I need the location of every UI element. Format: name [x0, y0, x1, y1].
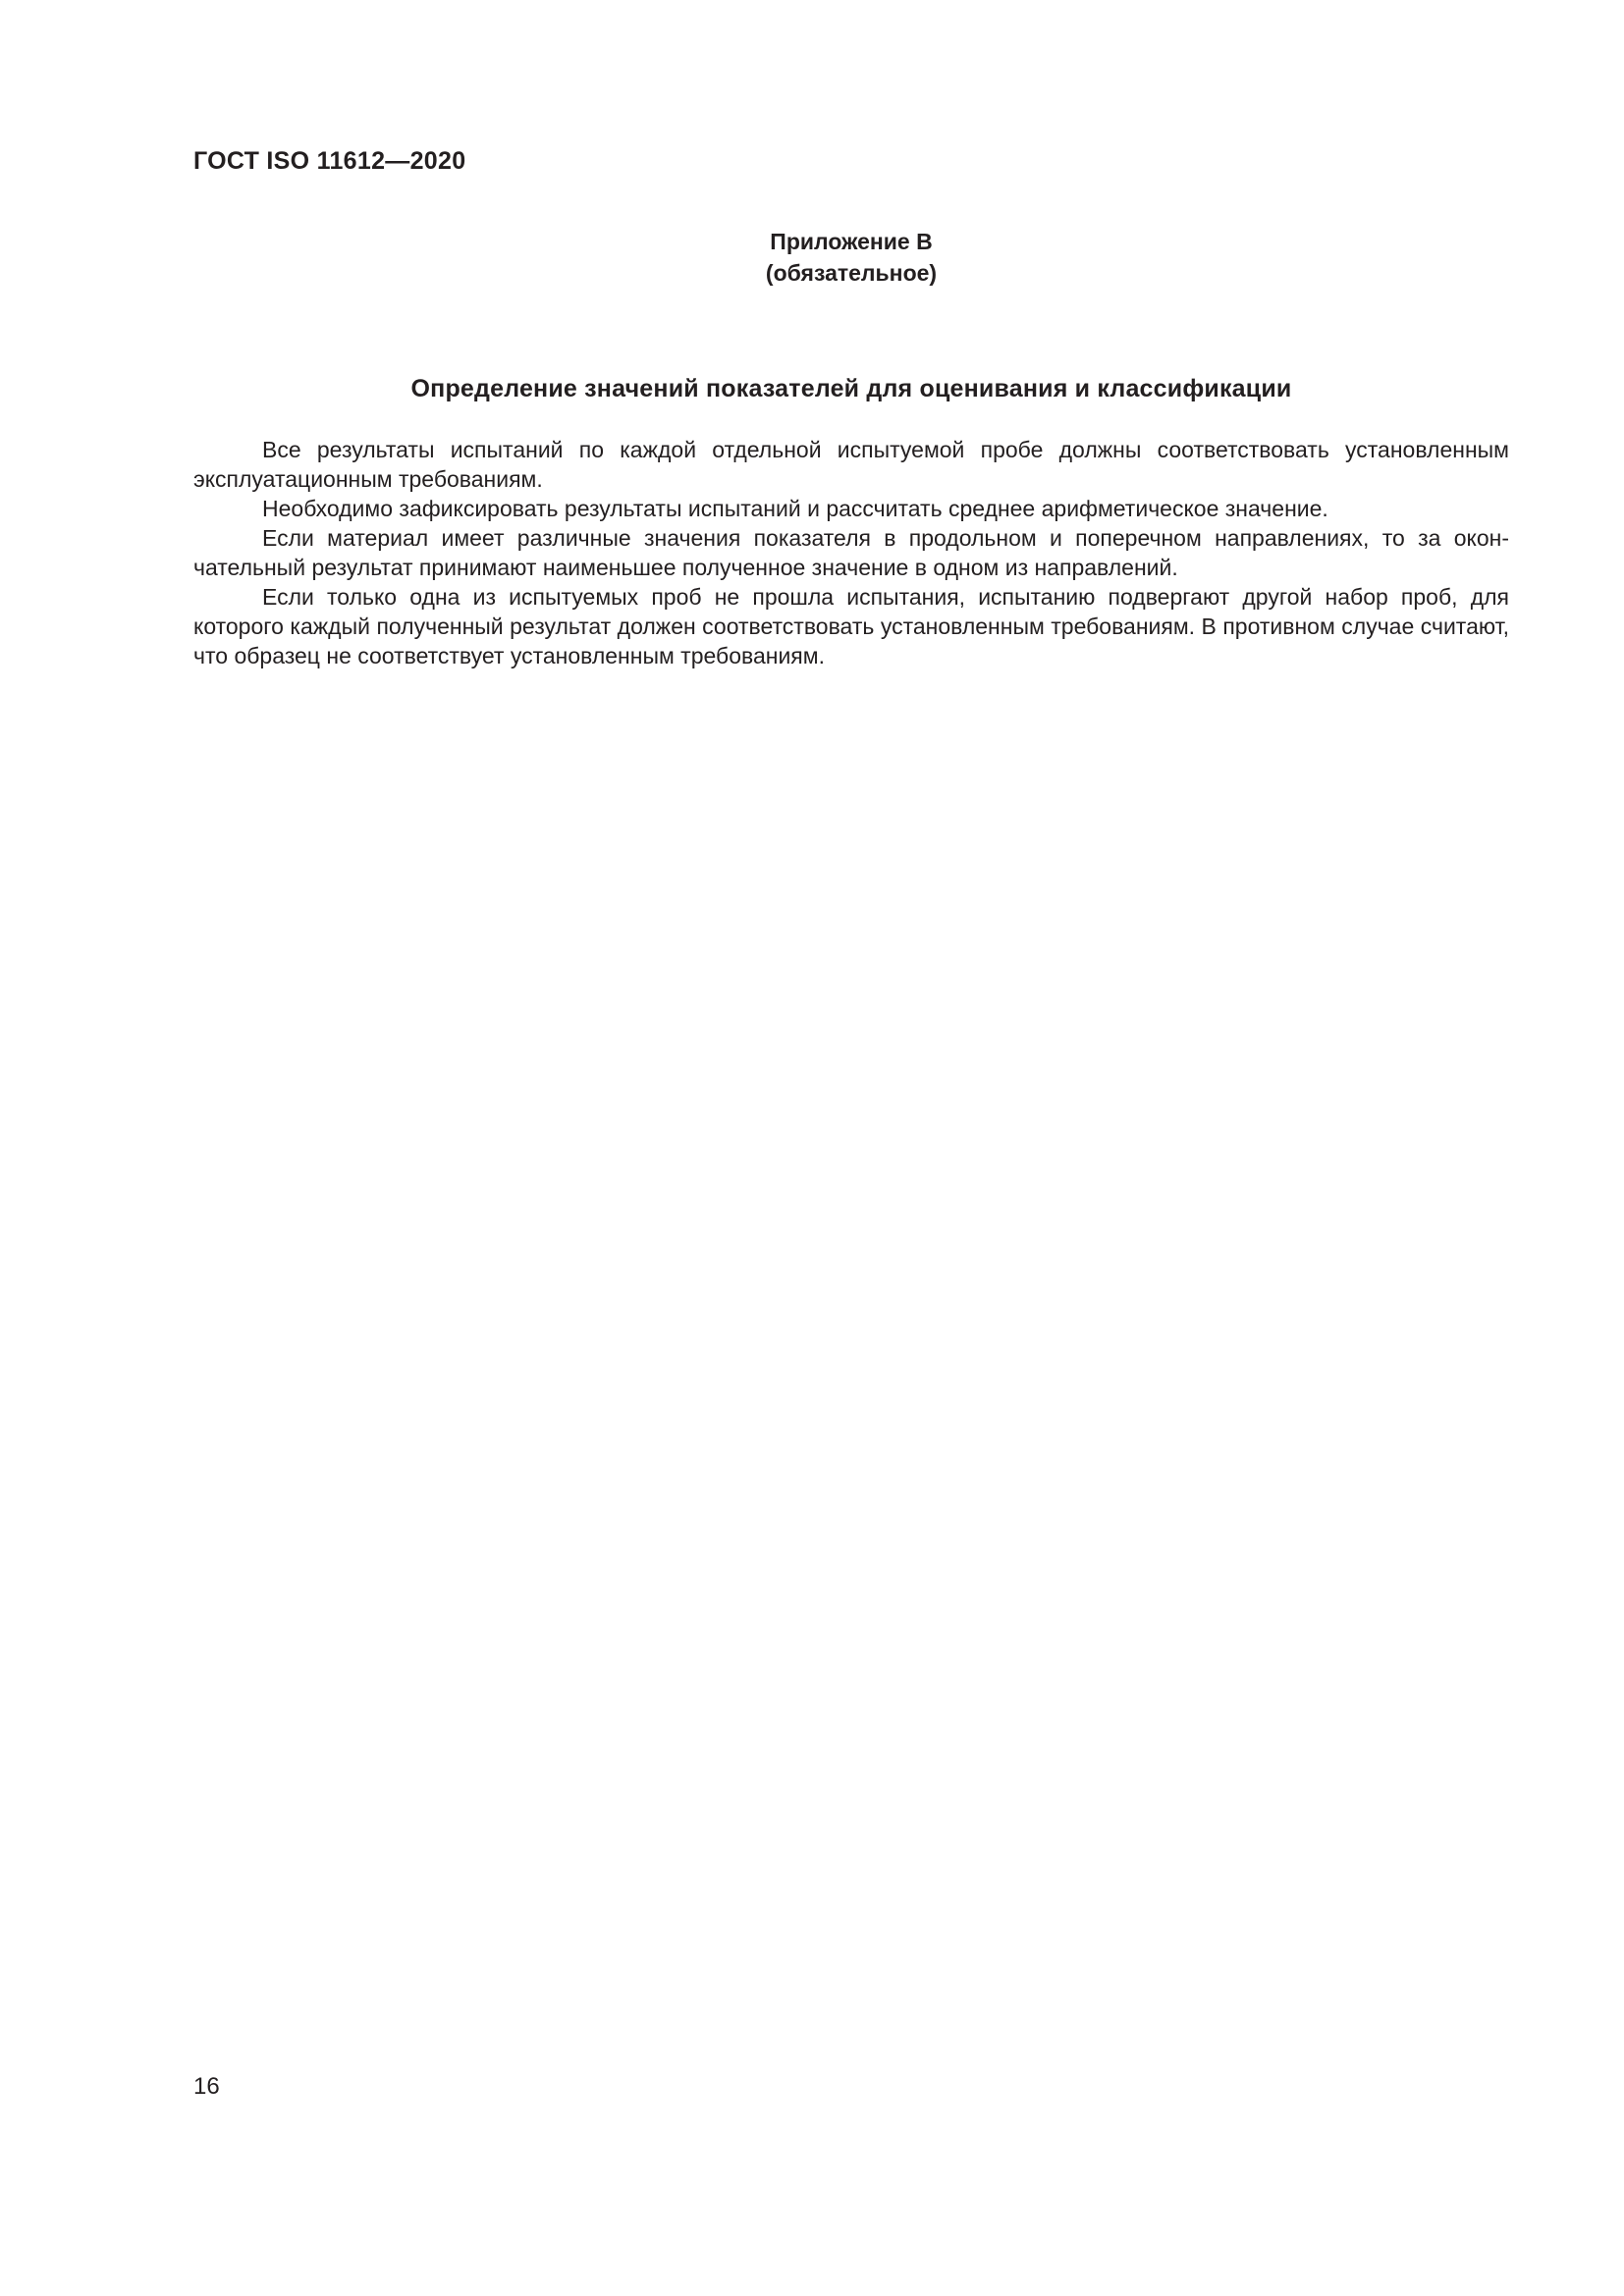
body-text — [193, 435, 1509, 670]
paragraph: Если материал имеет различные значения показателя в продольном и поперечном направлениях, то за окончательный результат принимают наименьшее полученное значение в одном из направлений. — [193, 525, 1509, 580]
annex-title: Приложение В — [770, 229, 933, 254]
annex-heading — [193, 226, 1509, 289]
document-code-header: ГОСТ ISO 11612—2020 — [193, 147, 466, 175]
paragraph: Все результаты испытаний по каждой отдельной испытуемой пробе должны соответствовать установленным эксплуатационным требованиям. — [193, 437, 1509, 492]
paragraph: Необходимо зафиксировать результаты испытаний и рассчитать среднее арифметическое значение. — [262, 496, 1328, 521]
section-title: Определение значений показателей для оценивания и классификации — [410, 375, 1292, 402]
annex-status: (обязательное) — [765, 260, 938, 286]
paragraph: Если только одна из испытуемых проб не прошла испытания, испытанию подвергают другой набор проб, для которого каждый полученный результат должен соответствовать установленным требованиям. В противном случае считают, что образец не соответствует установленным требованиям. — [193, 584, 1509, 668]
page-number: 16 — [193, 2073, 220, 2100]
